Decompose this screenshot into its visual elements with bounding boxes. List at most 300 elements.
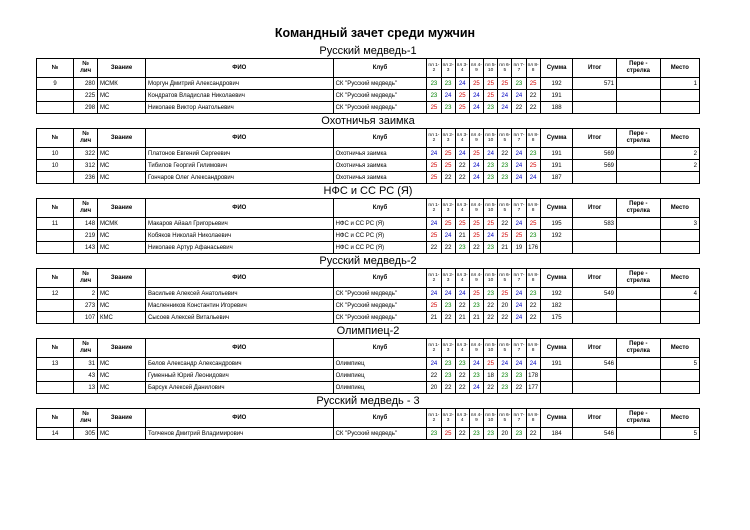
row-score: 25 [469, 218, 483, 230]
row-score: 24 [498, 358, 512, 370]
header-place_left: № [37, 129, 74, 148]
row-score: 25 [526, 78, 540, 90]
team-title: Русский медведь-2 [319, 255, 417, 267]
row-score: 25 [498, 230, 512, 242]
row-score: 24 [512, 160, 526, 172]
row-score: 24 [469, 358, 483, 370]
team-title: Олимпиец-2 [336, 325, 400, 337]
row-rank: МС [98, 428, 146, 440]
header-series: пл 4-9 [469, 409, 483, 428]
row-shootoff [617, 148, 661, 160]
row-sum: 192 [540, 78, 573, 90]
row-score: 23 [427, 78, 441, 90]
row-score: 23 [484, 160, 498, 172]
row-score: 24 [427, 218, 441, 230]
row-no [37, 312, 74, 324]
row-score: 23 [441, 370, 455, 382]
row-club: СК "Русский медведь" [333, 90, 427, 102]
row-sum [540, 242, 573, 254]
header-series: пл 6-5 [498, 409, 512, 428]
header-series: пл 2-3 [441, 129, 455, 148]
row-no: 11 [37, 218, 74, 230]
table-row [37, 288, 700, 300]
row-score: 25 [441, 218, 455, 230]
row-score: 21 [455, 312, 469, 324]
row-total [573, 382, 617, 394]
row-score: 23 [526, 288, 540, 300]
row-score: 22 [526, 312, 540, 324]
team-section [36, 394, 700, 440]
row-shootoff [617, 428, 661, 440]
row-score: 22 [498, 148, 512, 160]
row-score: 24 [498, 90, 512, 102]
row-score: 25 [484, 218, 498, 230]
row-club: СК "Русский медведь" [333, 288, 427, 300]
row-score: 23 [498, 172, 512, 184]
table-row [37, 218, 700, 230]
header-series: пл 7-7 [512, 199, 526, 218]
header-series: пл 1-2 [427, 199, 441, 218]
header-total: Итог [573, 339, 617, 358]
header-num: № лич [74, 339, 98, 358]
row-sum: 191 [540, 90, 573, 102]
row-score: 22 [526, 300, 540, 312]
row-club: СК "Русский медведь" [333, 312, 427, 324]
row-num: 312 [74, 160, 98, 172]
team-title: НФС и СС РС (Я) [323, 185, 413, 197]
header-place: Место [660, 199, 699, 218]
row-no: 10 [37, 148, 74, 160]
row-shootoff [617, 218, 661, 230]
row-score: 21 [427, 312, 441, 324]
row-place: 2 [660, 160, 699, 172]
header-series: пл 2-3 [441, 199, 455, 218]
header-series: пл 2-3 [441, 59, 455, 78]
row-no: 12 [37, 288, 74, 300]
row-sum: 191 [540, 160, 573, 172]
row-score: 23 [441, 78, 455, 90]
row-rank: МС [98, 370, 146, 382]
row-place: 4 [660, 288, 699, 300]
row-club: СК "Русский медведь" [333, 428, 427, 440]
header-series: пл 1-2 [427, 269, 441, 288]
table-row [37, 382, 700, 394]
row-score: 22 [441, 242, 455, 254]
row-score: 25 [441, 148, 455, 160]
header-series: пл 5-10 [484, 59, 498, 78]
row-num: 225 [74, 90, 98, 102]
row-score: 23 [498, 382, 512, 394]
row-rank: МС [98, 288, 146, 300]
row-num: 280 [74, 78, 98, 90]
row-score: 24 [441, 230, 455, 242]
row-sum: 192 [540, 288, 573, 300]
header-fio: ФИО [146, 339, 334, 358]
row-score: 23 [455, 358, 469, 370]
header-num: № лич [74, 129, 98, 148]
row-score: 23 [441, 300, 455, 312]
header-series: пл 8-8 [526, 199, 540, 218]
header-series: пл 3-4 [455, 269, 469, 288]
row-sum: 188 [540, 102, 573, 114]
row-score: 25 [441, 428, 455, 440]
row-score: 24 [427, 288, 441, 300]
table-row [37, 230, 700, 242]
header-rank: Звание [98, 339, 146, 358]
row-score: 22 [455, 382, 469, 394]
header-row [37, 199, 700, 218]
row-score: 22 [455, 428, 469, 440]
row-score: 24 [484, 148, 498, 160]
row-rank: МС [98, 172, 146, 184]
row-fio: Макаров Айаал Григорьевич [146, 218, 334, 230]
table-row [37, 78, 700, 90]
header-total: Итог [573, 129, 617, 148]
row-num: 31 [74, 358, 98, 370]
header-series: пл 5-10 [484, 199, 498, 218]
row-score: 22 [526, 102, 540, 114]
row-fio: Моргун Дмитрий Александрович [146, 78, 334, 90]
row-sum: 195 [540, 218, 573, 230]
header-fio: ФИО [146, 409, 334, 428]
row-shootoff [617, 230, 661, 242]
row-score: 24 [512, 288, 526, 300]
header-series: пл 3-4 [455, 409, 469, 428]
row-score: 23 [469, 300, 483, 312]
row-total: 546 [573, 428, 617, 440]
header-series: пл 7-7 [512, 409, 526, 428]
row-score: 24 [469, 382, 483, 394]
row-score: 22 [455, 172, 469, 184]
row-fio: Кондратов Владислав Николаевич [146, 90, 334, 102]
page-title: Командный зачет среди мужчин [274, 26, 476, 40]
header-place_left: № [37, 339, 74, 358]
header-series: пл 3-4 [455, 129, 469, 148]
row-num: 322 [74, 148, 98, 160]
row-score: 24 [469, 160, 483, 172]
row-total [573, 172, 617, 184]
row-club: НФС и СС РС (Я) [333, 242, 427, 254]
row-fio: Белов Александр Александрович [146, 358, 334, 370]
header-series: пл 6-5 [498, 269, 512, 288]
header-series: пл 6-5 [498, 59, 512, 78]
results-table [36, 128, 700, 184]
table-row [37, 148, 700, 160]
header-series: пл 7-7 [512, 269, 526, 288]
row-total [573, 300, 617, 312]
row-no [37, 382, 74, 394]
header-place_left: № [37, 59, 74, 78]
header-series: пл 8-8 [526, 59, 540, 78]
row-sum: 192 [540, 230, 573, 242]
header-series: пл 8-8 [526, 269, 540, 288]
header-row [37, 409, 700, 428]
row-place: 5 [660, 358, 699, 370]
row-no: 9 [37, 78, 74, 90]
row-score: 23 [469, 428, 483, 440]
row-rank: МС [98, 90, 146, 102]
row-rank: МС [98, 230, 146, 242]
row-score: 25 [484, 90, 498, 102]
row-num: 236 [74, 172, 98, 184]
header-shootoff: Пере - стрелка [617, 129, 661, 148]
row-num: 107 [74, 312, 98, 324]
row-score: 25 [526, 160, 540, 172]
row-rank: МС [98, 300, 146, 312]
row-score: 24 [526, 172, 540, 184]
row-score: 25 [498, 288, 512, 300]
header-place: Место [660, 269, 699, 288]
header-shootoff: Пере - стрелка [617, 269, 661, 288]
row-score: 25 [512, 230, 526, 242]
row-sum: 182 [540, 300, 573, 312]
row-score: 23 [484, 172, 498, 184]
row-fio: Гуменный Юрий Леонидович [146, 370, 334, 382]
row-fio: Сысоев Алексей Витальевич [146, 312, 334, 324]
row-place [660, 102, 699, 114]
row-rank: МС [98, 148, 146, 160]
header-series: пл 5-10 [484, 129, 498, 148]
row-rank: МС [98, 160, 146, 172]
row-total [573, 370, 617, 382]
table-row [37, 242, 700, 254]
row-sum: 187 [540, 172, 573, 184]
row-sum: 191 [540, 358, 573, 370]
row-score: 23 [484, 288, 498, 300]
row-place [660, 90, 699, 102]
row-fio: Платонов Евгений Сергеевич [146, 148, 334, 160]
row-score: 21 [455, 230, 469, 242]
row-num: 2 [74, 288, 98, 300]
row-place: 5 [660, 428, 699, 440]
row-score: 23 [441, 102, 455, 114]
row-score: 177 [526, 382, 540, 394]
row-score: 22 [455, 300, 469, 312]
row-fio: Кобяков Николай Николаевич [146, 230, 334, 242]
results-table [36, 268, 700, 324]
row-shootoff [617, 300, 661, 312]
row-place [660, 242, 699, 254]
row-score: 22 [441, 172, 455, 184]
header-sum: Сумма [540, 59, 573, 78]
row-rank: МСМК [98, 218, 146, 230]
header-series: пл 3-4 [455, 59, 469, 78]
row-sum [540, 382, 573, 394]
row-score: 24 [512, 172, 526, 184]
row-score: 25 [427, 230, 441, 242]
header-num: № лич [74, 199, 98, 218]
row-score: 22 [469, 242, 483, 254]
row-score: 24 [512, 218, 526, 230]
row-fio: Барсук Алексей Данилович [146, 382, 334, 394]
row-score: 24 [512, 312, 526, 324]
header-series: пл 6-5 [498, 339, 512, 358]
header-fio: ФИО [146, 269, 334, 288]
table-row [37, 90, 700, 102]
row-score: 24 [512, 300, 526, 312]
row-score: 24 [526, 358, 540, 370]
row-score: 25 [469, 148, 483, 160]
header-club: Клуб [333, 409, 427, 428]
row-score: 24 [469, 90, 483, 102]
header-series: пл 4-9 [469, 339, 483, 358]
row-num: 148 [74, 218, 98, 230]
header-series: пл 4-9 [469, 59, 483, 78]
header-num: № лич [74, 409, 98, 428]
row-no: 13 [37, 358, 74, 370]
header-series: пл 6-5 [498, 129, 512, 148]
row-shootoff [617, 242, 661, 254]
row-club: НФС и СС РС (Я) [333, 218, 427, 230]
row-score: 20 [427, 382, 441, 394]
row-fio: Толченов Дмитрий Владимирович [146, 428, 334, 440]
row-score: 24 [455, 78, 469, 90]
row-score: 23 [498, 160, 512, 172]
row-fio: Тибилов Георгий Гилимович [146, 160, 334, 172]
row-score: 23 [526, 230, 540, 242]
header-place_left: № [37, 409, 74, 428]
row-score: 24 [498, 102, 512, 114]
row-score: 23 [484, 242, 498, 254]
row-sum: 184 [540, 428, 573, 440]
row-score: 23 [484, 102, 498, 114]
row-score: 24 [441, 288, 455, 300]
header-shootoff: Пере - стрелка [617, 409, 661, 428]
header-shootoff: Пере - стрелка [617, 339, 661, 358]
row-place [660, 230, 699, 242]
header-row [37, 129, 700, 148]
header-place: Место [660, 129, 699, 148]
row-score: 22 [512, 102, 526, 114]
row-score: 24 [427, 358, 441, 370]
row-club: СК "Русский медведь" [333, 300, 427, 312]
header-total: Итог [573, 409, 617, 428]
header-series: пл 4-9 [469, 269, 483, 288]
row-shootoff [617, 382, 661, 394]
header-total: Итог [573, 269, 617, 288]
row-score: 22 [526, 90, 540, 102]
header-series: пл 5-10 [484, 339, 498, 358]
header-rank: Звание [98, 199, 146, 218]
header-series: пл 1-2 [427, 409, 441, 428]
row-score: 25 [469, 78, 483, 90]
row-club: Охотничья заимка [333, 148, 427, 160]
row-total [573, 312, 617, 324]
header-fio: ФИО [146, 199, 334, 218]
row-score: 25 [427, 300, 441, 312]
row-score: 22 [455, 370, 469, 382]
row-shootoff [617, 78, 661, 90]
row-shootoff [617, 312, 661, 324]
row-club: Охотничья заимка [333, 172, 427, 184]
row-score: 22 [484, 312, 498, 324]
row-score: 25 [455, 90, 469, 102]
row-score: 23 [441, 358, 455, 370]
row-total: 569 [573, 160, 617, 172]
row-total: 571 [573, 78, 617, 90]
header-num: № лич [74, 269, 98, 288]
row-score: 24 [469, 172, 483, 184]
header-club: Клуб [333, 59, 427, 78]
row-shootoff [617, 172, 661, 184]
header-series: пл 8-8 [526, 409, 540, 428]
table-row [37, 172, 700, 184]
row-club: Олимпиец [333, 382, 427, 394]
row-score: 23 [526, 148, 540, 160]
row-score: 22 [427, 242, 441, 254]
row-club: СК "Русский медведь" [333, 78, 427, 90]
row-shootoff [617, 288, 661, 300]
header-series: пл 2-3 [441, 269, 455, 288]
row-score: 25 [427, 160, 441, 172]
table-row [37, 428, 700, 440]
header-series: пл 2-3 [441, 409, 455, 428]
results-table [36, 338, 700, 394]
row-place [660, 370, 699, 382]
row-no [37, 230, 74, 242]
row-score: 18 [484, 370, 498, 382]
row-score: 25 [455, 102, 469, 114]
table-row [37, 102, 700, 114]
table-row [37, 160, 700, 172]
row-score: 23 [469, 370, 483, 382]
header-series: пл 1-2 [427, 339, 441, 358]
table-row [37, 358, 700, 370]
row-score: 22 [441, 312, 455, 324]
header-shootoff: Пере - стрелка [617, 59, 661, 78]
row-score: 25 [427, 102, 441, 114]
header-place_left: № [37, 269, 74, 288]
header-sum: Сумма [540, 129, 573, 148]
team-section [36, 324, 700, 394]
row-place: 2 [660, 148, 699, 160]
header-series: пл 8-8 [526, 339, 540, 358]
header-place_left: № [37, 199, 74, 218]
row-score: 24 [484, 230, 498, 242]
row-rank: МС [98, 242, 146, 254]
team-title: Охотничья заимка [321, 115, 415, 127]
row-score: 22 [498, 312, 512, 324]
row-fio: Гончаров Олег Александрович [146, 172, 334, 184]
header-series: пл 4-9 [469, 129, 483, 148]
header-series: пл 2-3 [441, 339, 455, 358]
header-sum: Сумма [540, 269, 573, 288]
team-results [36, 44, 700, 440]
row-total: 549 [573, 288, 617, 300]
row-score: 24 [512, 358, 526, 370]
row-score: 23 [498, 370, 512, 382]
row-fio: Васильев Алексей Анатольевич [146, 288, 334, 300]
row-fio: Николаев Артур Афанасьевич [146, 242, 334, 254]
row-no [37, 172, 74, 184]
row-sum: 191 [540, 148, 573, 160]
row-place [660, 312, 699, 324]
row-score: 25 [484, 78, 498, 90]
header-place: Место [660, 339, 699, 358]
row-score: 24 [469, 102, 483, 114]
row-score: 22 [484, 382, 498, 394]
row-shootoff [617, 90, 661, 102]
row-score: 176 [526, 242, 540, 254]
header-club: Клуб [333, 269, 427, 288]
row-score: 25 [526, 218, 540, 230]
header-rank: Звание [98, 409, 146, 428]
row-no [37, 102, 74, 114]
row-score: 23 [484, 428, 498, 440]
row-score: 20 [498, 428, 512, 440]
row-score: 24 [455, 288, 469, 300]
row-score: 25 [498, 78, 512, 90]
